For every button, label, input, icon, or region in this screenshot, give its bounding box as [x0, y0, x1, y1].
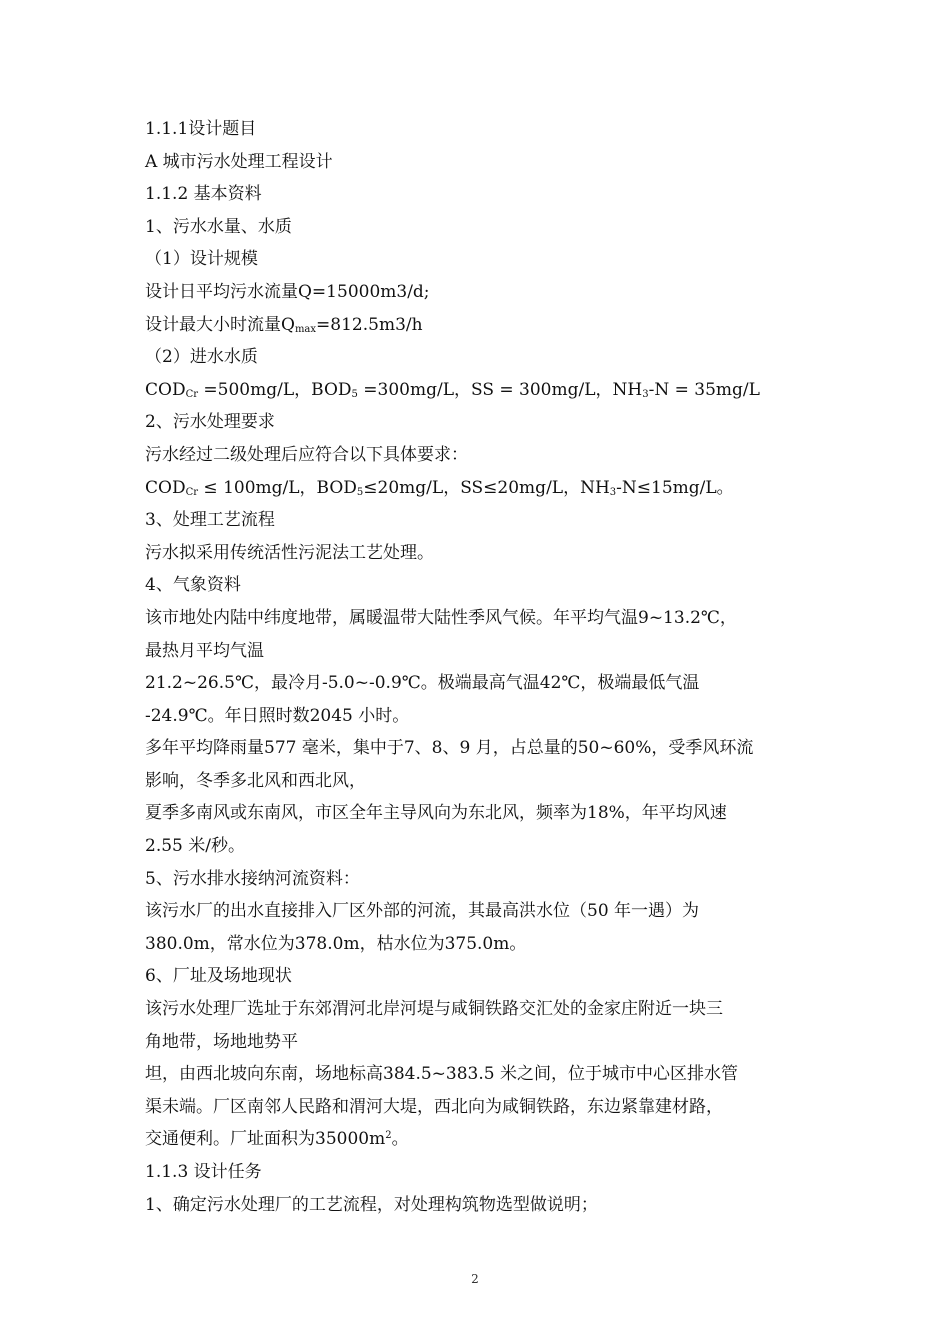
subsection-heading: 3、处理工艺流程 — [145, 510, 275, 531]
text-line: 1、确定污水处理厂的工艺流程，对处理构筑物选型做说明； — [145, 1194, 598, 1215]
max-flow-line: 设计最大小时流量$Q_{max}=812.5m3/h$ — [145, 314, 423, 335]
text-line: 380.0m，常水位为378.0m，枯水位为375.0m。 — [145, 933, 527, 954]
subsection-heading: 1、污水水量、水质 — [145, 216, 292, 237]
document-body — [145, 113, 825, 1221]
text-line: 角地带，场地地势平 — [145, 1031, 298, 1052]
text-line: 2.55 米/秒。 — [145, 836, 245, 857]
text-line: 该污水厂的出水直接排入厂区外部的河流，其最高洪水位（50 年一遇）为 — [145, 901, 700, 922]
text-line: -24.9℃。年日照时数2045 小时。 — [145, 705, 410, 726]
effluent-quality-line: $COD_{Cr} \le 100mg/L$，$BOD_5\le 20mg/L$，SS≤20mg/L，$NH_3-N\le 15mg/L$。 — [145, 477, 734, 498]
text-line: 多年平均降雨量577 毫米，集中于7、8、9 月，占总量的50~60%，受季风环流 — [145, 738, 754, 759]
text-line: 该市地处内陆中纬度地带，属暖温带大陆性季风气候。年平均气温9~13.2℃， — [145, 607, 737, 628]
influent-quality-line: $COD_{Cr} =500mg/L$，$BOD_5 =300mg/L$，SS = 300mg/L，$NH_3-N = 35mg/L$ — [145, 379, 760, 400]
text-line: 最热月平均气温 — [145, 640, 264, 661]
text-line: 21.2~26.5℃，最冷月-5.0~-0.9℃。极端最高气温42℃，极端最低气温 — [145, 673, 700, 694]
text-line: 设计日平均污水流量Q=15000m3/d; — [145, 281, 430, 302]
text-line: 夏季多南风或东南风，市区全年主导风向为东北风，频率为18%，年平均风速 — [145, 803, 727, 824]
text-line: 渠未端。厂区南邻人民路和渭河大堤，西北向为咸铜铁路，东边紧靠建材路， — [145, 1096, 723, 1117]
item-heading: （1）设计规模 — [145, 249, 258, 270]
text-line: 坦，由西北坡向东南，场地标高384.5~383.5 米之间，位于城市中心区排水管 — [145, 1064, 738, 1085]
subsection-heading: 6、厂址及场地现状 — [145, 966, 292, 987]
page-number: 2 — [471, 1272, 479, 1286]
item-heading: （2）进水水质 — [145, 347, 258, 368]
section-heading: 1.1.2 基本资料 — [145, 184, 262, 205]
text-line: 污水拟采用传统活性污泥法工艺处理。 — [145, 542, 434, 563]
subsection-heading: 2、污水处理要求 — [145, 412, 275, 433]
text-line: 该污水处理厂选址于东郊渭河北岸河堤与咸铜铁路交汇处的金家庄附近一块三 — [145, 999, 723, 1020]
text-line: 影响，冬季多北风和西北风， — [145, 770, 366, 791]
section-heading: 1.1.3 设计任务 — [145, 1162, 262, 1182]
subsection-heading: 5、污水排水接纳河流资料： — [145, 868, 360, 889]
text-line: 污水经过二级处理后应符合以下具体要求： — [145, 444, 468, 465]
subsection-heading: 4、气象资料 — [145, 575, 241, 596]
section-heading: 1.1.1设计题目 — [145, 119, 257, 139]
design-title: A 城市污水处理工程设计 — [145, 151, 333, 172]
site-area-line: 交通便利。厂址面积为$35000m^2$。 — [145, 1129, 409, 1150]
